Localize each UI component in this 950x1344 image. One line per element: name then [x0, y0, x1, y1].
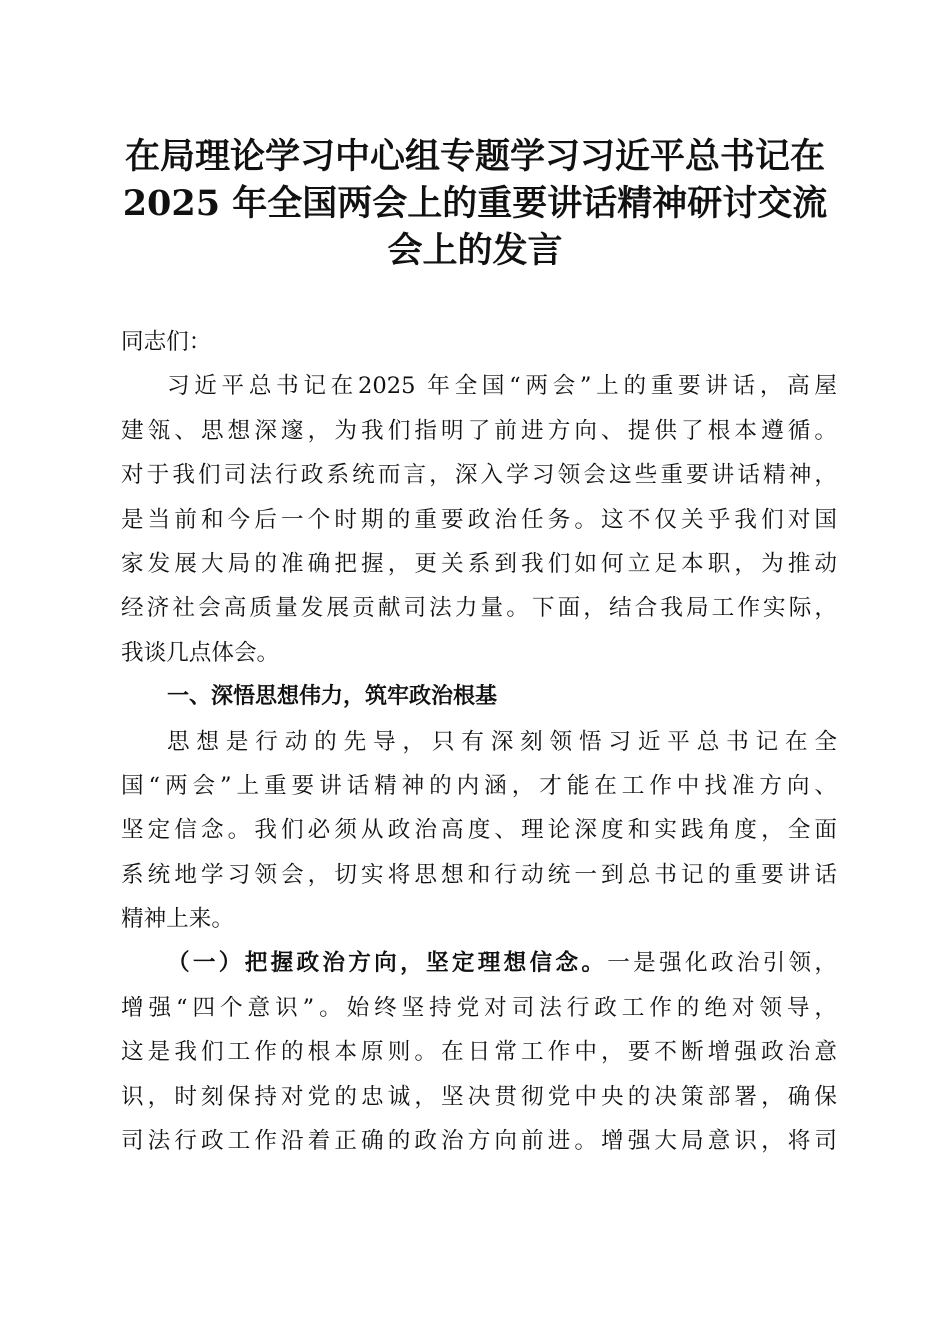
- paragraph-line: 是当前和今后一个时期的重要政治任务。这不仅关乎我们对国: [121, 506, 837, 533]
- paragraph-line: 经济社会高质量发展贡献司法力量。下面，结合我局工作实际，: [121, 595, 837, 622]
- paragraph-line: 我谈几点体会。: [121, 639, 280, 666]
- paragraph-line: 司法行政工作沿着正确的政治方向前进。增强大局意识，将司: [121, 1128, 837, 1155]
- paragraph-subsection-1: [121, 941, 837, 1163]
- section-heading-1: 一、深悟思想伟力，筑牢政治根基: [167, 684, 498, 710]
- subsection-lead-rest: 一是强化政治引领，: [607, 950, 838, 977]
- paragraph-line: 识，时刻保持对党的忠诚，坚决贯彻党中央的决策部署，确保: [121, 1083, 837, 1110]
- paragraph-line: 这是我们工作的根本原则。在日常工作中，要不断增强政治意: [121, 1039, 837, 1066]
- document-body: [121, 320, 837, 1163]
- paragraph-line: 对于我们司法行政系统而言，深入学习领会这些重要讲话精神，: [121, 462, 837, 489]
- paragraph-line: 习近平总书记在2025 年全国“两会”上的重要讲话，高屋: [167, 373, 837, 400]
- paragraph-line: 建瓴、思想深邃，为我们指明了前进方向、提供了根本遵循。: [121, 417, 837, 444]
- paragraph-line: 增强“四个意识”。始终坚持党对司法行政工作的绝对领导，: [121, 994, 837, 1021]
- title-line-1: 在局理论学习中心组专题学习习近平总书记在: [124, 136, 825, 177]
- document-title: [100, 133, 850, 274]
- title-line-3: 会上的发言: [387, 230, 563, 271]
- title-line-2: 2025 年全国两会上的重要讲话精神研讨交流: [122, 183, 828, 224]
- paragraph-intro: [121, 364, 837, 675]
- paragraph-section-1: [121, 720, 837, 942]
- paragraph-line: 思想是行动的先导，只有深刻领悟习近平总书记在全: [167, 728, 837, 755]
- paragraph-line: 坚定信念。我们必须从政治高度、理论深度和实践角度，全面: [121, 817, 837, 844]
- paragraph-line: 家发展大局的准确把握，更关系到我们如何立足本职，为推动: [121, 550, 837, 577]
- paragraph-line: 精神上来。: [121, 906, 234, 933]
- paragraph-line: [121, 941, 837, 985]
- paragraph-line: 国“两会”上重要讲话精神的内涵，才能在工作中找准方向、: [121, 772, 837, 799]
- greeting: 同志们：: [121, 329, 212, 355]
- subsection-lead: （一）把握政治方向，坚定理想信念。: [167, 950, 608, 977]
- paragraph-line: 系统地学习领会，切实将思想和行动统一到总书记的重要讲话: [121, 861, 837, 888]
